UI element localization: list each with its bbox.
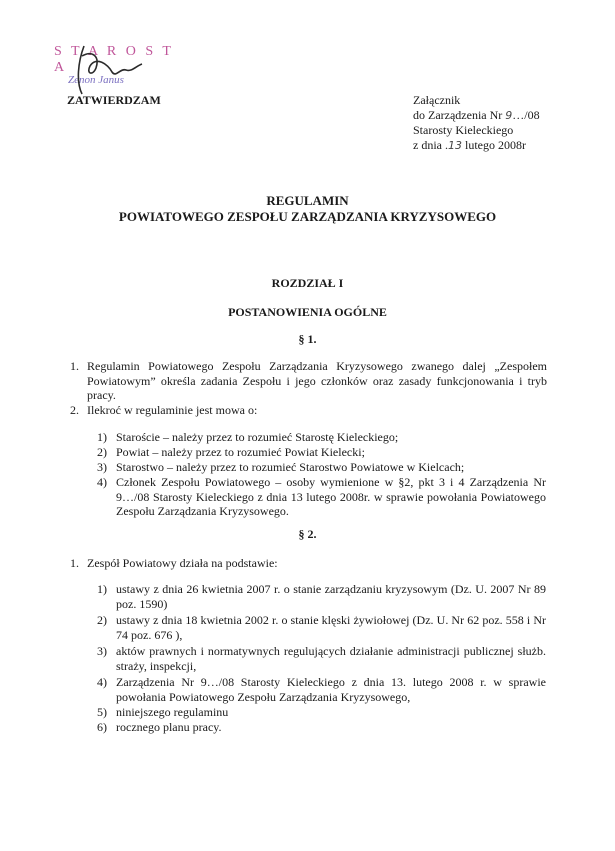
list-number: 4): [97, 475, 107, 489]
list-item: rocznego planu pracy.: [116, 720, 222, 734]
section-title: POSTANOWIENIA OGÓLNE: [228, 305, 387, 319]
chapter-heading: ROZDZIAŁ I: [271, 276, 344, 290]
list-item: Starostwo – należy przez to rozumieć Starostwo Powiatowe w Kielcach;: [116, 460, 465, 474]
annex-line2: do Zarządzenia Nr 9…/08: [413, 107, 540, 122]
list-number: 6): [97, 720, 107, 734]
list-item: Zarządzenia Nr 9…/08 Starosty Kieleckiego z dnia 13. lutego 2008 r. w sprawie powołania Powiatowego Zespołu Zarządzania Kryzysowego,: [116, 675, 546, 704]
s1-point2: Ilekroć w regulaminie jest mowa o:: [87, 403, 258, 417]
point-number: 1.: [70, 556, 79, 570]
title-line2: POWIATOWEGO ZESPOŁU ZARZĄDZANIA KRYZYSOWEGO: [118, 209, 497, 224]
list-item: ustawy z dnia 26 kwietnia 2007 r. o stanie zarządzaniu kryzysowym (Dz. U. 2007 Nr 89 poz. 1590): [116, 582, 546, 611]
paragraph-1-heading: § 1.: [298, 332, 317, 346]
list-item: ustawy z dnia 18 kwietnia 2002 r. o stanie klęski żywiołowej (Dz. U. Nr 62 poz. 558 i Nr 74 poz. 676 ),: [116, 613, 546, 642]
annex-line3: Starosty Kieleckiego: [413, 123, 514, 137]
annex-line4: z dnia .13 lutego 2008r: [413, 137, 526, 152]
list-number: 3): [97, 644, 107, 658]
approval-label: ZATWIERDZAM: [67, 93, 161, 107]
list-item: Członek Zespołu Powiatowego – osoby wymienione w §2, pkt 3 i 4 Zarządzenia Nr 9…/08 Starosty Kieleckiego z dnia 13 lutego 2008r. w sprawie powołania Powiatowego Zespołu Zarządzania Kryzysowego.: [116, 475, 546, 518]
document-title: [0, 193, 615, 225]
point-number: 2.: [70, 403, 79, 417]
list-number: 1): [97, 582, 107, 596]
stamp-office: S T A R O S T A: [54, 44, 174, 75]
list-number: 2): [97, 445, 107, 459]
point-number: 1.: [70, 359, 79, 373]
list-item: niniejszego regulaminu: [116, 705, 229, 719]
paragraph-2-heading: § 2.: [298, 527, 317, 541]
annex-block: [413, 93, 540, 153]
list-number: 3): [97, 460, 107, 474]
annex-line1: Załącznik: [413, 93, 461, 107]
list-number: 2): [97, 613, 107, 627]
handwritten-number: 9: [505, 108, 513, 122]
s2-point1: Zespół Powiatowy działa na podstawie:: [87, 556, 278, 570]
stamp-name: Zenon Janus: [68, 74, 124, 86]
list-number: 1): [97, 430, 107, 444]
title-line1: REGULAMIN: [266, 193, 349, 208]
list-item: aktów prawnych i normatywnych regulujących działanie administracji publicznej służb. straży, inspekcji,: [116, 644, 546, 673]
handwritten-day: 13: [448, 138, 462, 152]
list-number: 5): [97, 705, 107, 719]
list-item: Staroście – należy przez to rozumieć Starostę Kieleckiego;: [116, 430, 399, 444]
list-item: Powiat – należy przez to rozumieć Powiat Kielecki;: [116, 445, 365, 459]
list-number: 4): [97, 675, 107, 689]
s1-point1: Regulamin Powiatowego Zespołu Zarządzania Kryzysowego zwanego dalej „Zespołem Powiatowym” określa zadania Zespołu i jego członków oraz zasady funkcjonowania i tryb pracy.: [87, 359, 547, 402]
